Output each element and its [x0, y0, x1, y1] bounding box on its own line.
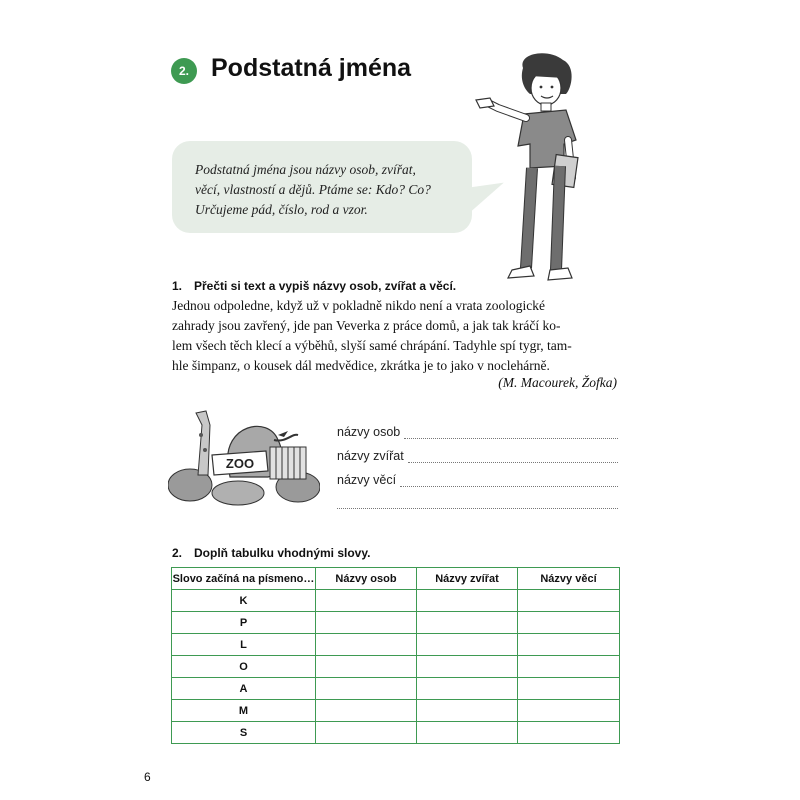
answer-cell[interactable]: [518, 678, 620, 700]
passage-line: zahrady jsou zavřený, jde pan Veverka z práce domů, a jak tak kráčí ko-: [172, 318, 561, 333]
answer-cell[interactable]: [417, 678, 518, 700]
fill-row-veci: [337, 471, 618, 487]
definition-text: [195, 160, 460, 220]
task2-heading: [172, 546, 370, 560]
fill-row-zvirat: [337, 447, 618, 463]
table-row: [172, 700, 620, 722]
fill-row-extra: [337, 493, 618, 509]
column-header-zvirat: Názvy zvířat: [417, 568, 518, 590]
answer-line[interactable]: [337, 496, 618, 509]
table-row: [172, 722, 620, 744]
answer-cell[interactable]: [417, 722, 518, 744]
answer-cell[interactable]: [316, 634, 417, 656]
answer-line[interactable]: [400, 474, 618, 487]
answer-cell[interactable]: [316, 612, 417, 634]
table-row: [172, 590, 620, 612]
zoo-sign-text: ZOO: [225, 456, 255, 471]
page-title: Podstatná jména: [211, 54, 412, 82]
page-number: 6: [144, 770, 151, 784]
answer-cell[interactable]: [518, 700, 620, 722]
word-table: [171, 567, 620, 744]
answer-cell[interactable]: [417, 656, 518, 678]
passage-line: hle šimpanz, o kousek dál medvědice, zkrátka je to jako v noclehárně.: [172, 358, 550, 373]
passage-line: lem všech těch klecí a výběhů, slyší samé chrápání. Tadyhle spí tygr, tam-: [172, 338, 572, 353]
answer-cell[interactable]: [518, 656, 620, 678]
letter-cell: L: [172, 634, 316, 656]
column-header-osob: Názvy osob: [316, 568, 417, 590]
answer-line[interactable]: [408, 450, 618, 463]
chapter-number-badge: 2.: [171, 58, 197, 84]
zoo-illustration: [168, 405, 320, 507]
fill-row-osob: [337, 423, 618, 439]
table-row: [172, 634, 620, 656]
answer-cell[interactable]: [518, 722, 620, 744]
answer-cell[interactable]: [417, 634, 518, 656]
answer-cell[interactable]: [316, 722, 417, 744]
column-header-veci: Názvy věcí: [518, 568, 620, 590]
letter-cell: O: [172, 656, 316, 678]
passage-source: (M. Macourek, Žofka): [498, 375, 617, 390]
answer-cell[interactable]: [518, 590, 620, 612]
answer-cell[interactable]: [316, 590, 417, 612]
answer-cell[interactable]: [316, 678, 417, 700]
table-header-row: [172, 568, 620, 590]
task1-passage: [172, 296, 617, 376]
definition-line: Určujeme pád, číslo, rod a vzor.: [195, 202, 368, 217]
table-row: [172, 612, 620, 634]
table-row: [172, 656, 620, 678]
definition-line: věcí, vlastností a dějů. Ptáme se: Kdo? Co?: [195, 182, 431, 197]
column-header-letter: Slovo začíná na písmeno…: [172, 568, 316, 590]
definition-line: Podstatná jména jsou názvy osob, zvířat,: [195, 162, 416, 177]
task1-number: 1.: [172, 279, 183, 293]
boy-illustration: [468, 48, 598, 288]
answer-line[interactable]: [404, 426, 618, 439]
task1-instruction: Přečti si text a vypiš názvy osob, zvířat a věcí.: [194, 279, 457, 293]
answer-cell[interactable]: [316, 656, 417, 678]
answer-cell[interactable]: [417, 590, 518, 612]
fill-label: názvy věcí: [337, 473, 397, 487]
fill-label: názvy osob: [337, 425, 401, 439]
letter-cell: S: [172, 722, 316, 744]
letter-cell: K: [172, 590, 316, 612]
task1-heading: [172, 279, 456, 293]
table-row: [172, 678, 620, 700]
answer-cell[interactable]: [316, 700, 417, 722]
answer-cell[interactable]: [417, 612, 518, 634]
letter-cell: P: [172, 612, 316, 634]
letter-cell: M: [172, 700, 316, 722]
letter-cell: A: [172, 678, 316, 700]
answer-cell[interactable]: [518, 634, 620, 656]
task2-instruction: Doplň tabulku vhodnými slovy.: [194, 546, 371, 560]
answer-cell[interactable]: [518, 612, 620, 634]
task2-number: 2.: [172, 546, 183, 560]
fill-label: názvy zvířat: [337, 449, 404, 463]
answer-cell[interactable]: [417, 700, 518, 722]
passage-line: Jednou odpoledne, když už v pokladně nikdo není a vrata zoologické: [172, 298, 546, 313]
